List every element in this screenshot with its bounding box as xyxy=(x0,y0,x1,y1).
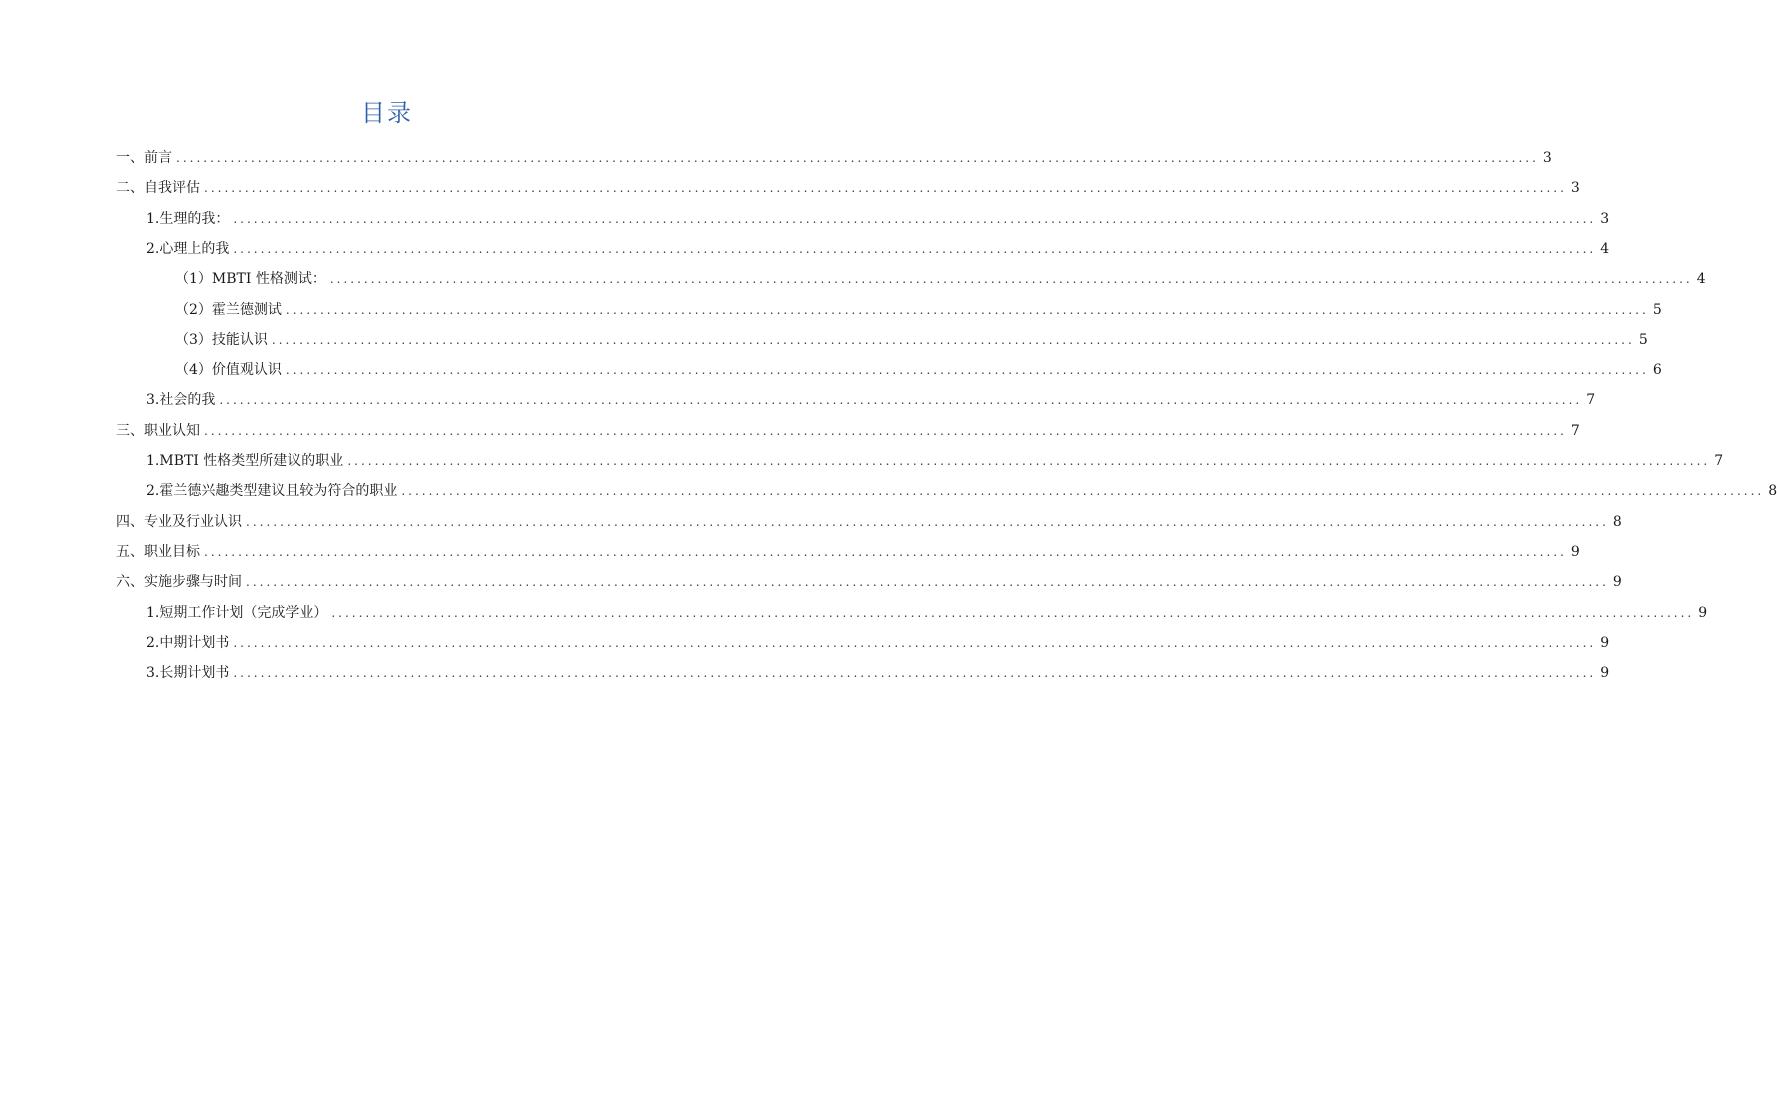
toc-entry-page-number: 6 xyxy=(1652,362,1662,379)
toc-title: 目录 xyxy=(361,99,413,127)
toc-entry-label: 2.霍兰德兴趣类型建议且较为符合的职业 xyxy=(146,483,398,500)
toc-entry-page-number: 7 xyxy=(1714,453,1724,469)
toc-entry-page-number: 9 xyxy=(1600,665,1610,682)
toc-entry-label: （2）霍兰德测试 xyxy=(175,301,282,318)
toc-dot-leader: ........................................................................................................................................................................................................ xyxy=(271,332,1635,347)
toc-entry[interactable] xyxy=(146,592,1708,622)
toc-entry-page-number: 8 xyxy=(1612,513,1622,530)
toc-dot-leader: ........................................................................................................................................................................................................ xyxy=(204,423,1567,438)
toc-entry-label: 五、职业目标 xyxy=(116,543,200,560)
toc-entry-label: 2.中期计划书 xyxy=(146,634,230,651)
toc-entry-label: 3.社会的我 xyxy=(146,392,216,409)
toc-entry-label: （3）技能认识 xyxy=(175,331,268,348)
toc-entry[interactable] xyxy=(175,349,1662,379)
toc-entry[interactable] xyxy=(146,440,1724,470)
toc-entry-page-number: 5 xyxy=(1652,301,1662,318)
toc-entry[interactable] xyxy=(146,198,1610,228)
toc-dot-leader: ........................................................................................................................................................................................................ xyxy=(246,575,1609,590)
toc-entry-label: 2.心理上的我 xyxy=(146,240,230,257)
toc-entry-page-number: 9 xyxy=(1612,574,1622,591)
toc-entry-label: 二、自我评估 xyxy=(116,180,200,197)
toc-entry-label: （4）价值观认识 xyxy=(175,362,282,379)
toc-entry-page-number: 7 xyxy=(1570,422,1580,439)
toc-entry-label: 1.MBTI 性格类型所建议的职业 xyxy=(146,453,344,469)
toc-entry-page-number: 7 xyxy=(1586,392,1596,409)
toc-dot-leader: ........................................................................................................................................................................................................ xyxy=(401,484,1765,499)
toc-entry[interactable] xyxy=(146,622,1610,652)
toc-entry-page-number: 4 xyxy=(1600,240,1610,257)
toc-entry-page-number: 9 xyxy=(1600,634,1610,651)
toc-entry-page-number: 3 xyxy=(1570,180,1580,197)
toc-entry[interactable] xyxy=(146,379,1596,409)
toc-entry[interactable] xyxy=(146,470,1777,500)
toc-dot-leader: ........................................................................................................................................................................................................ xyxy=(347,454,1711,468)
toc-entry[interactable] xyxy=(116,167,1580,197)
toc-entry[interactable] xyxy=(116,531,1580,561)
toc-dot-leader: ........................................................................................................................................................................................................ xyxy=(331,605,1695,620)
toc-entry[interactable] xyxy=(146,228,1610,258)
toc-entry[interactable] xyxy=(116,137,1552,167)
toc-entry-page-number: 8 xyxy=(1768,483,1777,500)
toc-dot-leader: ........................................................................................................................................................................................................ xyxy=(204,181,1567,196)
toc-dot-leader: ........................................................................................................................................................................................................ xyxy=(176,151,1539,165)
toc-dot-leader: ........................................................................................................................................................................................................ xyxy=(285,302,1649,317)
toc-entry-label: （1）MBTI 性格测试： xyxy=(175,271,326,288)
toc-entry-label: 四、专业及行业认识 xyxy=(116,513,242,530)
toc-dot-leader: ........................................................................................................................................................................................................ xyxy=(219,393,1583,408)
toc-entry-label: 六、实施步骤与时间 xyxy=(116,574,242,591)
toc-entry-page-number: 3 xyxy=(1542,150,1552,166)
toc-dot-leader: ........................................................................................................................................................................................................ xyxy=(233,666,1597,681)
toc-entry-page-number: 5 xyxy=(1638,331,1648,348)
toc-entry[interactable] xyxy=(146,652,1610,682)
toc-entry[interactable] xyxy=(116,501,1622,531)
toc-dot-leader: ........................................................................................................................................................................................................ xyxy=(285,363,1649,378)
toc-dot-leader: ........................................................................................................................................................................................................ xyxy=(329,272,1693,287)
toc-dot-leader: ........................................................................................................................................................................................................ xyxy=(246,514,1609,529)
toc-entry-page-number: 3 xyxy=(1600,210,1610,227)
toc-entry[interactable] xyxy=(116,561,1622,591)
toc-dot-leader: ........................................................................................................................................................................................................ xyxy=(204,544,1567,559)
toc-entry[interactable] xyxy=(175,258,1706,288)
toc-entry-page-number: 9 xyxy=(1698,604,1708,621)
toc-entry-label: 1.生理的我： xyxy=(146,210,230,227)
toc-entry[interactable] xyxy=(175,289,1662,319)
toc-entry-label: 3.长期计划书 xyxy=(146,665,230,682)
toc-entry-page-number: 4 xyxy=(1696,271,1706,288)
toc-entry-page-number: 9 xyxy=(1570,543,1580,560)
toc-dot-leader: ........................................................................................................................................................................................................ xyxy=(233,635,1597,650)
toc-entry[interactable] xyxy=(116,410,1580,440)
toc-dot-leader: ........................................................................................................................................................................................................ xyxy=(233,241,1597,256)
toc-dot-leader: ........................................................................................................................................................................................................ xyxy=(233,211,1597,226)
toc-entry[interactable] xyxy=(175,319,1648,349)
toc-entry-label: 三、职业认知 xyxy=(116,422,200,439)
toc-entry-label: 1.短期工作计划（完成学业） xyxy=(146,604,328,621)
toc-entry-label: 一、前言 xyxy=(116,150,172,166)
